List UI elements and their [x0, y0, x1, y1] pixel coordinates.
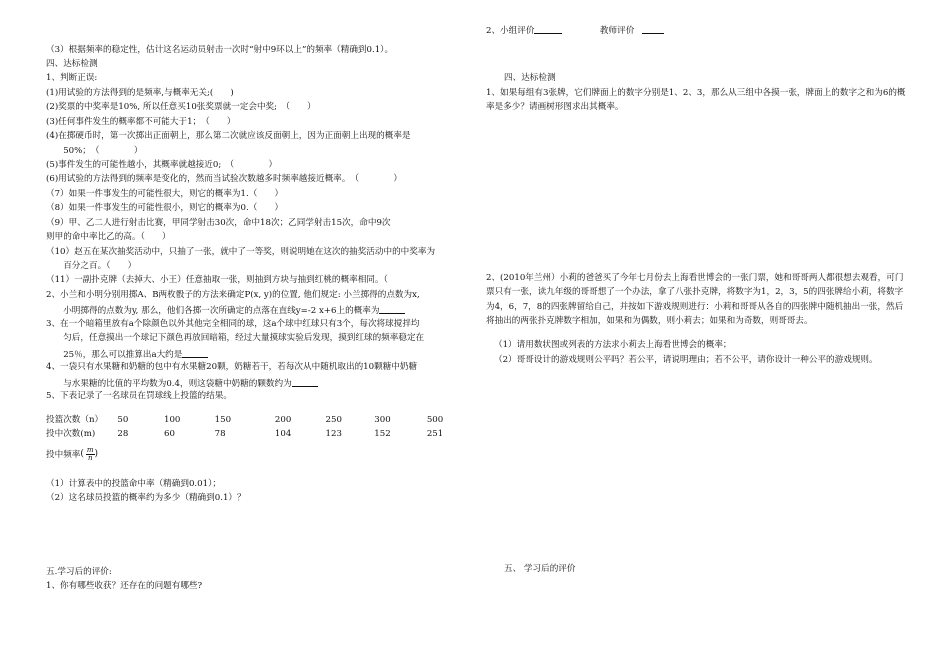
text-line-content: 则甲的命中率比乙的高。（ ）: [46, 232, 171, 242]
text-line-content: 25％，那么可以推算出a大约是: [46, 350, 183, 360]
teacher-eval-label: 教师评价: [599, 26, 635, 36]
text-line-content: (4)在掷硬币时，第一次掷出正面朝上，那么第二次就应该反面朝上，因为正面朝上出现的概率是: [46, 131, 411, 141]
text-line: [46, 348, 208, 361]
table-cell: 投篮次数（n）: [46, 414, 104, 425]
frequency-fraction: [86, 447, 95, 462]
right-problem-2: 2、(2010年兰州）小莉的爸爸买了今年七月份去上海看世博会的一张门票，她和哥哥两人都很想去观看，可门票只有一张，读九年级的哥哥想了一个办法，拿了八张扑克牌，将数字为1，2，3，5的四张牌给小莉，将数字为4，6，7，8的四张牌留给自己，并按如下游戏规则进行：小莉和哥哥从各自的四张牌中随机抽出一张，然后将抽出的两张扑克牌数字相加，如果和为偶数，则小莉去；如果和为奇数，则哥哥去。: [486, 273, 904, 327]
text-line-content: 3、在一个暗箱里放有a个除颜色以外其他完全相同的球，这a个球中红球只有3个，每次将球搅拌均: [46, 319, 420, 329]
right-question-1: （1）请用数状图或列表的方法求小莉去上海看世博会的概率；: [494, 340, 732, 350]
evaluation-line: [486, 24, 664, 37]
table-cell: 250: [325, 414, 342, 425]
text-line: [46, 73, 97, 84]
text-line-content: （2）这名球员投篮的概率约为多少（精确到0.1）？: [46, 493, 246, 503]
text-line: [46, 160, 277, 171]
text-line-content: 五.学习后的评价:: [46, 567, 112, 577]
text-line: [46, 174, 402, 185]
text-line: [46, 102, 316, 113]
group-eval-blank[interactable]: [534, 24, 562, 34]
text-line-content: （10）赵五在某次抽奖活动中，只抽了一张，就中了一等奖，则说明她在这次的抽奖活动中的中奖率为: [46, 247, 436, 257]
answer-blank[interactable]: [379, 304, 405, 314]
text-line-content: 百分之百。（ ）: [46, 261, 137, 271]
text-line-content: 1、你有哪些收获？还存在的问题有哪些?: [46, 581, 203, 591]
text-line: [46, 333, 424, 344]
table-cell: 100: [164, 414, 181, 425]
text-line: [46, 362, 417, 373]
right-question-2: （2）哥哥设计的游戏规则公平吗？若公平，请说明理由；若不公平，请你设计一种公平的游戏规则。: [494, 355, 878, 365]
table-row: [46, 427, 466, 441]
shooting-results-table: [46, 413, 466, 441]
teacher-eval-blank[interactable]: [642, 24, 664, 34]
text-line-content: （7）如果一件事发生的可能性很大，则它的概率为1.（ ）: [46, 189, 284, 199]
answer-blank[interactable]: [292, 377, 318, 387]
text-line-content: 2、小兰和小明分别用掷A、B两枚骰子的方法来确定P(x, y)的位置, 他们规定: 小兰掷得的点数为x,: [46, 290, 420, 300]
group-eval-label: 2、小组评价: [486, 26, 535, 36]
table-row: [46, 413, 466, 427]
table-cell: 251: [426, 428, 444, 439]
text-line: [46, 319, 420, 330]
table-cell: 60: [164, 428, 175, 439]
text-line-content: (1)用试验的方法得到的是频率,与概率无关;( ): [46, 88, 234, 98]
text-line-content: 匀后，任意摸出一个球记下颜色再放回暗箱，经过大量摸球实验后发现，摸到红球的频率稳定在: [46, 333, 425, 343]
text-line-content: 四、达标检测: [46, 59, 98, 69]
right-problem-1: 1、如果每组有3张牌，它们牌面上的数字分别是1、2、3，那么从三组中各摸一张，牌面上的数字之和为6的概率是多少？请画树形图求出其概率。: [486, 88, 906, 113]
fraction-numerator: m: [86, 446, 94, 454]
text-line-content: (6)用试验的方法得到的频率是变化的，然而当试验次数越多时频率越接近概率。 （ ）: [46, 174, 402, 184]
table-cell: 123: [325, 428, 342, 439]
text-line-content: 四、达标检测: [504, 73, 556, 83]
frequency-row: [46, 447, 98, 462]
text-line-content: （1）计算表中的投篮命中率（精确到0.01）；: [46, 479, 221, 489]
text-line: [46, 304, 405, 317]
text-line-content: 与水果糖的比值的平均数为0.4，则这袋糖中奶糖的颗数约为: [46, 379, 292, 389]
table-cell: 200: [274, 414, 292, 425]
answer-blank[interactable]: [182, 348, 208, 358]
table-cell: 投中次数(m): [46, 428, 96, 439]
text-line-content: 小明掷得的点数为y, 那么，他们各掷一次所确定的点落在直线y=-2 x+6上的概率为: [46, 306, 380, 316]
text-line-content: (3)任何事件发生的概率都不可能大于1； （ ）: [46, 117, 236, 127]
text-line-content: (5)事件发生的可能性越小，其概率就越接近0; （ ）: [46, 160, 278, 170]
text-line: [504, 73, 556, 84]
text-line: [46, 218, 391, 229]
text-line: [46, 275, 388, 286]
text-line: [46, 391, 232, 402]
text-line-content: （11）一副扑克牌（去掉大、小王）任意抽取一张，则抽到方块与抽到红桃的概率相同。（: [46, 275, 388, 285]
paren-left: (: [80, 448, 84, 459]
text-line: [46, 88, 234, 99]
table-cell: 78: [214, 428, 226, 439]
text-line: [46, 203, 283, 214]
text-line: [46, 146, 142, 157]
text-line: [46, 567, 112, 578]
text-line-content: (2)奖票的中奖率是10%, 所以任意买10张奖票就一定会中奖; （ ）: [46, 102, 316, 112]
text-line-content: （8）如果一件事发生的可能性很小，则它的概率为0.（ ）: [46, 203, 284, 213]
table-cell: 150: [214, 414, 232, 425]
frequency-label: 投中频率: [46, 450, 81, 460]
text-line: [46, 232, 171, 243]
table-cell: 152: [374, 428, 391, 439]
text-line: [46, 45, 393, 56]
fraction-denominator: n: [87, 454, 93, 462]
text-line: [46, 117, 236, 128]
text-line: [46, 290, 420, 301]
text-line: [46, 59, 98, 70]
text-line-content: 5、下表记录了一名球员在罚球线上投篮的结果。: [46, 391, 232, 401]
text-line: [46, 189, 283, 200]
text-line-content: 4、一袋只有水果糖和奶糖的包中有水果糖20颗，奶糖若干，若每次从中随机取出的10颗糖中奶糖: [46, 362, 418, 372]
paren-right: ): [94, 448, 99, 459]
table-cell: 500: [426, 414, 444, 425]
table-cell: 50: [117, 414, 129, 425]
text-line: [46, 493, 246, 504]
right-footer-heading: 五、 学习后的评价: [504, 564, 576, 574]
text-line-content: （3）根据频率的稳定性，估计这名运动员射击一次时“射中9环以上”的频率（精确到0.1）。: [46, 45, 394, 55]
text-line-content: 50%； （ ）: [46, 146, 143, 156]
text-line-content: 1、判断正误:: [46, 73, 98, 83]
text-line: [46, 247, 435, 258]
text-line: [46, 581, 202, 592]
text-line: [46, 261, 136, 272]
table-cell: 300: [374, 414, 391, 425]
table-cell: 104: [274, 428, 292, 439]
text-line-content: （9）甲、乙二人进行射击比赛，甲同学射击30次，命中18次；乙同学射击15次，命中9次: [46, 218, 391, 228]
text-line: [46, 377, 318, 390]
table-cell: 28: [117, 428, 129, 439]
text-line: [46, 131, 411, 142]
text-line: [46, 479, 221, 490]
